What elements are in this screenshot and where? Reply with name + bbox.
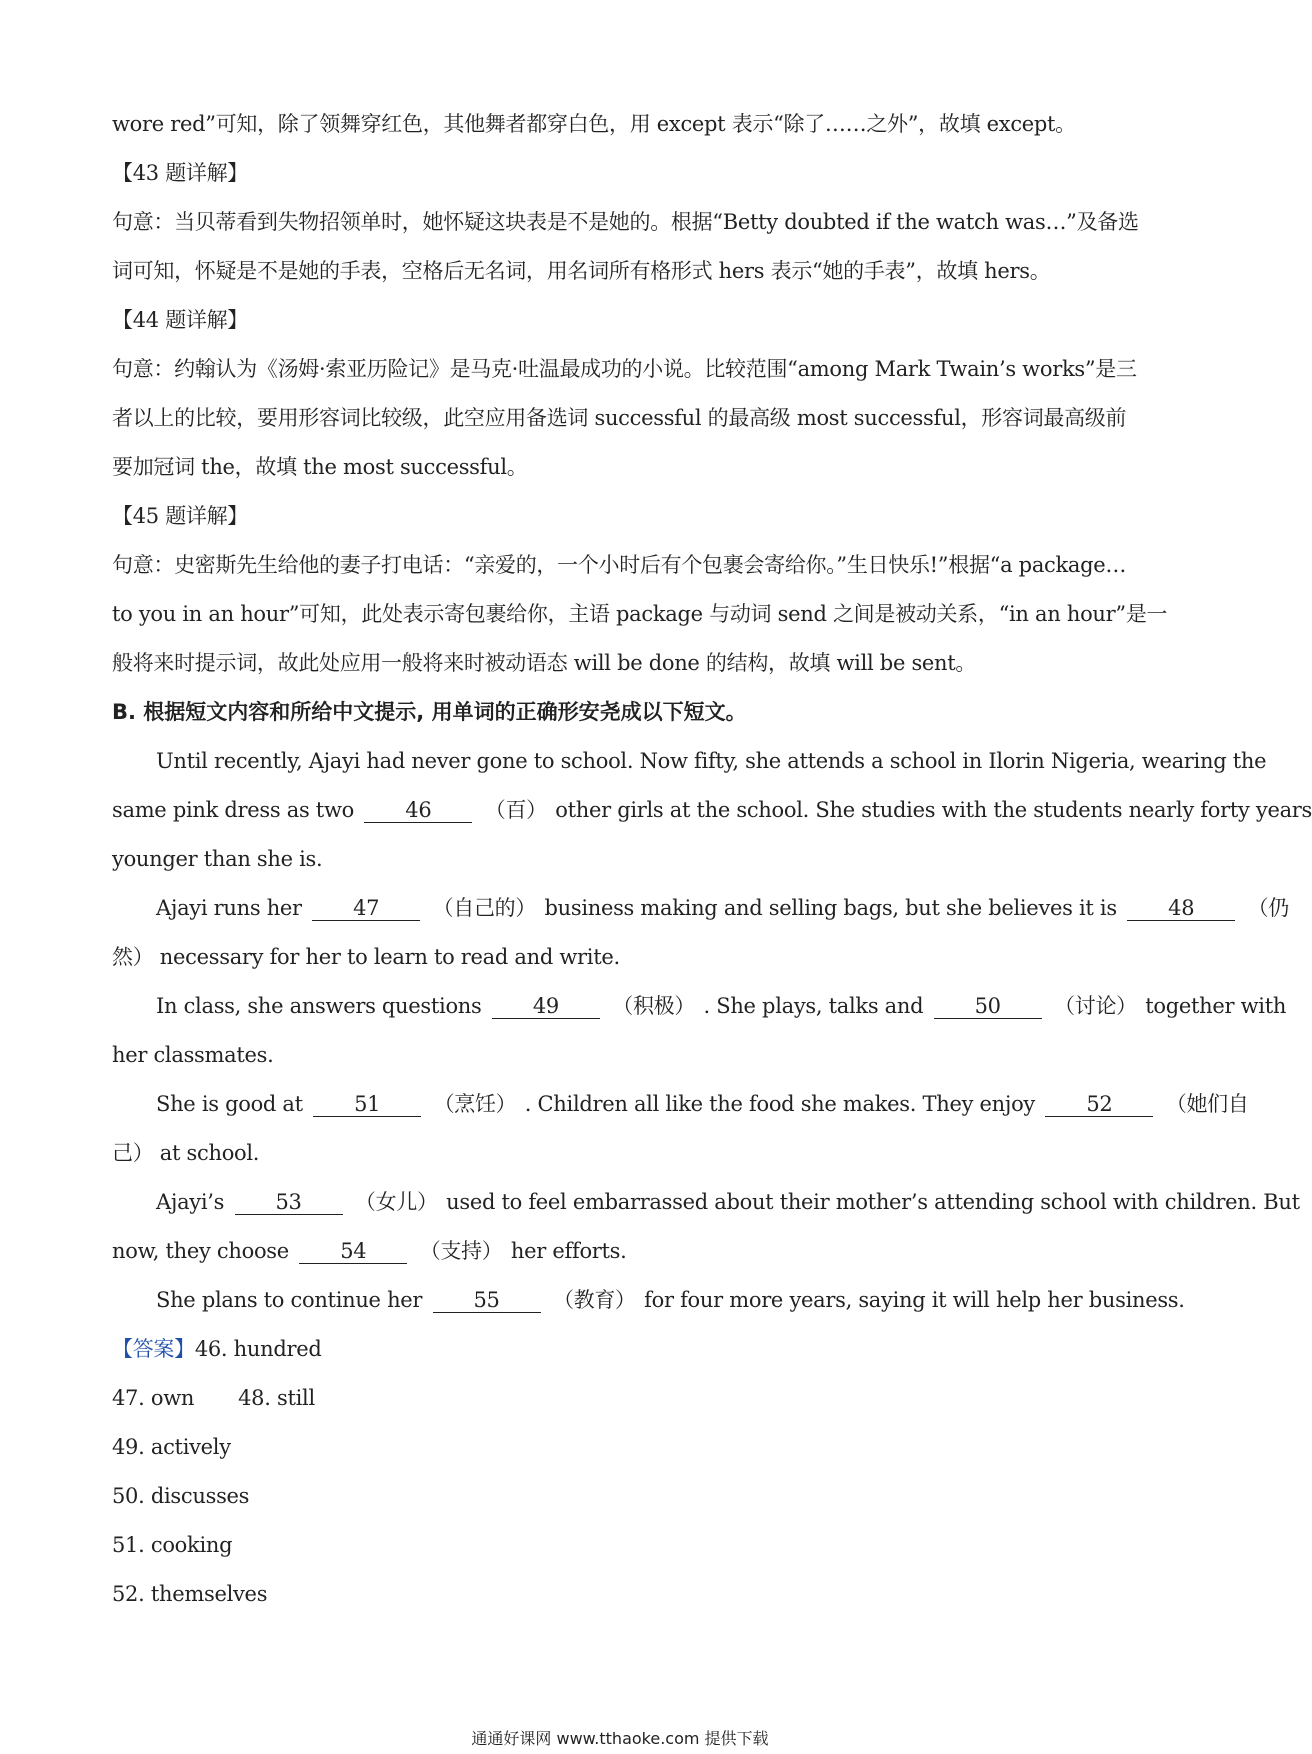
q44-line-2: 者以上的比较，要用形容词比较级，此空应用备选词 successful 的最高级 most successful，形容词最高级前 bbox=[112, 406, 1127, 430]
answer-50: 50. discusses bbox=[112, 1484, 250, 1508]
answer-47-48-line bbox=[112, 1374, 1130, 1423]
p5-text-pre: Ajayi’s bbox=[156, 1190, 225, 1214]
q43-heading: 【43 题详解】 bbox=[112, 161, 248, 185]
p2-line-2 bbox=[112, 933, 1130, 982]
blank-46: 46 bbox=[364, 798, 472, 823]
p2-line-1 bbox=[112, 884, 1289, 933]
hint-47: （自己的） bbox=[432, 896, 537, 920]
p1-line-2 bbox=[112, 786, 1312, 835]
p5-text-l2-post: her efforts. bbox=[510, 1239, 627, 1263]
p4-text-post: at school. bbox=[159, 1141, 260, 1165]
hint-52-a: （她们自 bbox=[1165, 1092, 1249, 1116]
hint-55: （教育） bbox=[552, 1288, 636, 1312]
p5-line-1 bbox=[112, 1178, 1300, 1227]
q44-heading: 【44 题详解】 bbox=[112, 308, 248, 332]
blank-54: 54 bbox=[299, 1239, 407, 1264]
p1-text-post: other girls at the school. She studies with the students nearly forty years bbox=[555, 798, 1312, 822]
q44-line-1: 句意：约翰认为《汤姆·索亚历险记》是马克·吐温最成功的小说。比较范围“among Mark Twain’s works”是三 bbox=[112, 357, 1137, 381]
q45-line-2: to you in an hour”可知，此处表示寄包裹给你，主语 package 与动词 send 之间是被动关系，“in an hour”是一 bbox=[112, 602, 1168, 626]
q43-line-2: 词可知，怀疑是不是她的手表，空格后无名词，用名词所有格形式 hers 表示“她的手表”，故填 hers。 bbox=[112, 259, 1051, 283]
answer-48: 48. still bbox=[238, 1386, 315, 1410]
p4-line-1 bbox=[112, 1080, 1249, 1129]
p4-text-mid: . Children all like the food she makes. They enjoy bbox=[524, 1092, 1035, 1116]
p1-text-pre: same pink dress as two bbox=[112, 798, 354, 822]
hint-46: （百） bbox=[484, 798, 547, 822]
p3-line-1 bbox=[112, 982, 1287, 1031]
blank-49: 49 bbox=[492, 994, 600, 1019]
p3-text-mid: . She plays, talks and bbox=[703, 994, 924, 1018]
hint-52-b: 己） bbox=[112, 1141, 154, 1165]
p4-text-pre: She is good at bbox=[156, 1092, 303, 1116]
p1-line-3: younger than she is. bbox=[112, 847, 323, 871]
blank-50: 50 bbox=[934, 994, 1042, 1019]
p2-text-mid: business making and selling bags, but she believes it is bbox=[544, 896, 1117, 920]
p5-text-l2-pre: now, they choose bbox=[112, 1239, 289, 1263]
answer-tag: 【答案】 bbox=[112, 1337, 195, 1361]
p6-text-post: for four more years, saying it will help her business. bbox=[644, 1288, 1185, 1312]
q43-line-1: 句意：当贝蒂看到失物招领单时，她怀疑这块表是不是她的。根据“Betty doubted if the watch was…”及备选 bbox=[112, 210, 1139, 234]
hint-51: （烹饪） bbox=[433, 1092, 517, 1116]
p3-line-2: her classmates. bbox=[112, 1043, 274, 1067]
q45-line-1: 句意：史密斯先生给他的妻子打电话：“亲爱的，一个小时后有个包裹会寄给你。”生日快乐!”根据“a package… bbox=[112, 553, 1127, 577]
answer-51: 51. cooking bbox=[112, 1533, 233, 1557]
p6-text-pre: She plans to continue her bbox=[156, 1288, 423, 1312]
blank-47: 47 bbox=[312, 896, 420, 921]
answer-46-line bbox=[112, 1325, 1130, 1374]
answer-47: 47. own bbox=[112, 1386, 195, 1410]
hint-49: （积极） bbox=[612, 994, 696, 1018]
section-b-title: B. 根据短文内容和所给中文提示, 用单词的正确形安尧成以下短文。 bbox=[112, 700, 747, 724]
hint-50: （讨论） bbox=[1054, 994, 1137, 1018]
blank-53: 53 bbox=[235, 1190, 343, 1215]
q44-line-3: 要加冠词 the，故填 the most successful。 bbox=[112, 455, 528, 479]
q45-line-3: 般将来时提示词，故此处应用一般将来时被动语态 will be done 的结构，故填 will be sent。 bbox=[112, 651, 977, 675]
answer-46: 46. hundred bbox=[194, 1337, 322, 1361]
p5-text-mid: used to feel embarrassed about their mother’s attending school with children. But bbox=[446, 1190, 1300, 1214]
blank-55: 55 bbox=[433, 1288, 541, 1313]
p6-line-1 bbox=[112, 1276, 1185, 1325]
hint-54: （支持） bbox=[419, 1239, 503, 1263]
blank-51: 51 bbox=[313, 1092, 421, 1117]
hint-48-b: 然） bbox=[112, 945, 154, 969]
answers-block bbox=[112, 1325, 1130, 1619]
p3-text-post: together with bbox=[1145, 994, 1287, 1018]
p5-line-2 bbox=[112, 1227, 1130, 1276]
p4-line-2 bbox=[112, 1129, 1130, 1178]
answer-49: 49. actively bbox=[112, 1435, 231, 1459]
answer-52: 52. themselves bbox=[112, 1582, 268, 1606]
q45-heading: 【45 题详解】 bbox=[112, 504, 248, 528]
document-page bbox=[112, 100, 1312, 1619]
intro-line: wore red”可知，除了领舞穿红色，其他舞者都穿白色，用 except 表示“除了……之外”，故填 except。 bbox=[112, 112, 1076, 136]
page-footer: 通通好课网 www.tthaoke.com 提供下载 bbox=[471, 1729, 769, 1748]
p2-text-post: necessary for her to learn to read and write. bbox=[159, 945, 620, 969]
p3-text-pre: In class, she answers questions bbox=[156, 994, 482, 1018]
blank-48: 48 bbox=[1127, 896, 1235, 921]
p1-line-1: Until recently, Ajayi had never gone to school. Now fifty, she attends a school in Ilorin Nigeria, wearing the bbox=[156, 749, 1267, 773]
hint-53: （女儿） bbox=[354, 1190, 438, 1214]
hint-48-a: （仍 bbox=[1247, 896, 1289, 920]
p2-text-pre: Ajayi runs her bbox=[156, 896, 302, 920]
blank-52: 52 bbox=[1045, 1092, 1153, 1117]
